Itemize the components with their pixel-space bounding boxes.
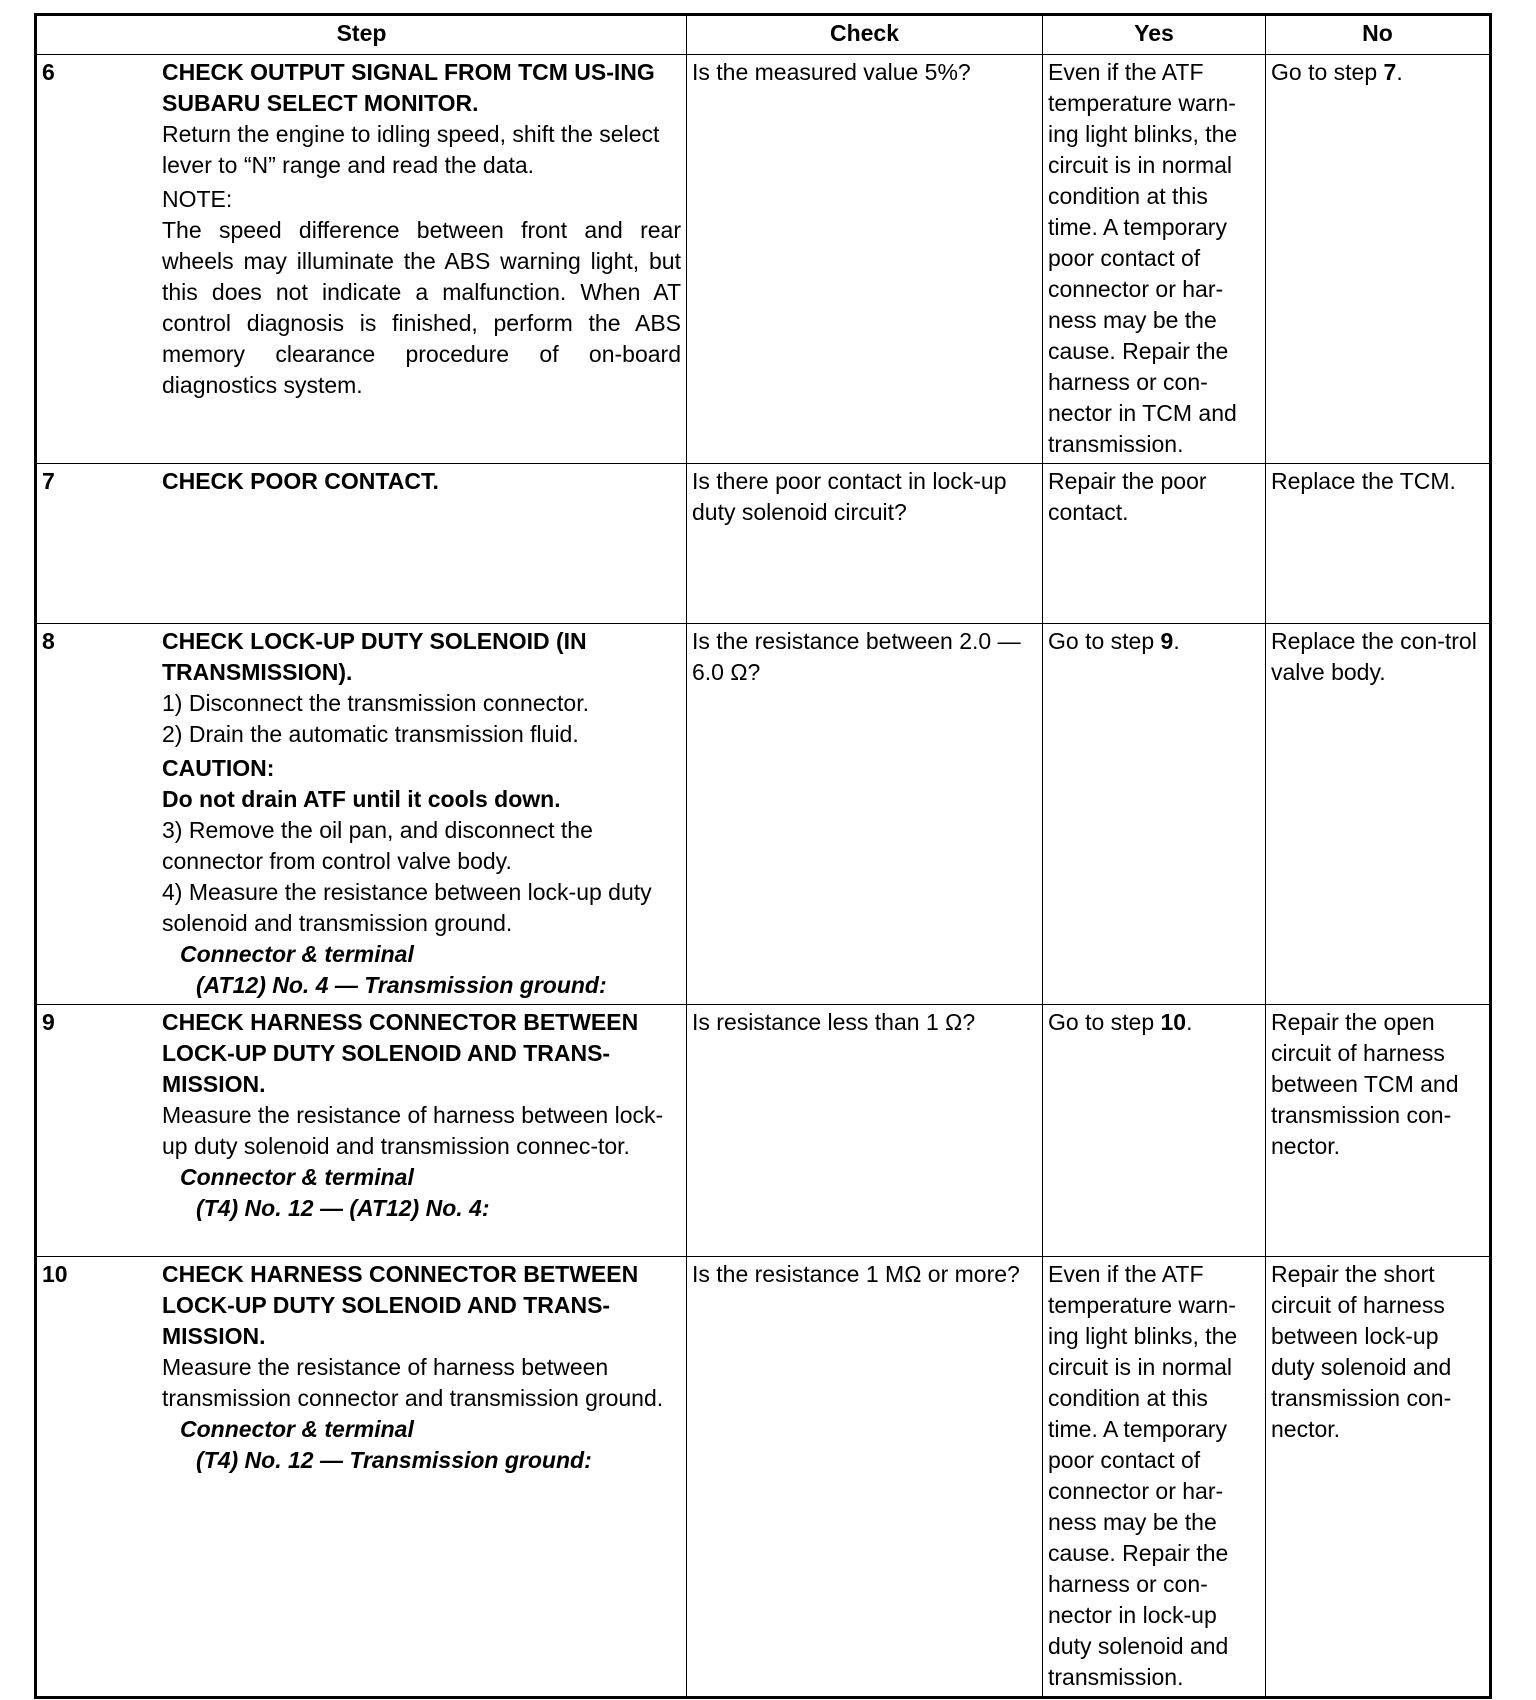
table-row-step-8 — [36, 624, 1491, 1005]
goto-step-number: 9 — [1160, 628, 1174, 654]
step-number: 9 — [42, 1009, 55, 1035]
check-cell: Is the resistance between 2.0 — 6.0 Ω? — [687, 624, 1043, 1005]
no-suffix: . — [1396, 59, 1403, 85]
step-instruction: Measure the resistance of harness between transmission connector and transmission ground. — [162, 1354, 664, 1411]
yes-cell: Repair the poor contact. — [1043, 464, 1266, 624]
step-number: 10 — [42, 1261, 68, 1287]
table-row-step-6 — [36, 55, 1491, 464]
header-no: No — [1266, 15, 1491, 55]
note-label: NOTE: — [162, 186, 233, 212]
no-cell — [1266, 55, 1491, 464]
diagnostic-table — [34, 13, 1492, 1699]
check-cell: Is resistance less than 1 Ω? — [687, 1005, 1043, 1257]
connector-label: Connector & terminal — [180, 1164, 414, 1190]
step-cell — [36, 55, 687, 464]
no-cell: Repair the open circuit of harness between TCM and transmission con-nector. — [1266, 1005, 1491, 1257]
yes-cell — [1043, 624, 1266, 1005]
no-cell: Repair the short circuit of harness between lock-up duty solenoid and transmission con-nector. — [1266, 1257, 1491, 1698]
yes-cell — [1043, 1005, 1266, 1257]
step-number: 8 — [42, 628, 55, 654]
header-step: Step — [36, 15, 687, 55]
step-title: CHECK LOCK-UP DUTY SOLENOID (IN TRANSMISSION). — [162, 628, 587, 685]
goto-step-number: 10 — [1160, 1009, 1187, 1035]
connector-terminal: (AT12) No. 4 — Transmission ground: — [196, 972, 607, 998]
check-cell: Is the resistance 1 MΩ or more? — [687, 1257, 1043, 1698]
header-row — [36, 15, 1491, 55]
yes-suffix: . — [1186, 1009, 1193, 1035]
step-cell — [36, 624, 687, 1005]
yes-cell: Even if the ATF temperature warn-ing light blinks, the circuit is in normal condition at this time. A temporary poor contact of connector or har-ness may be the cause. Repair the harness or con-nector in lock-up duty solenoid and transmission. — [1043, 1257, 1266, 1698]
note-text: The speed difference between front and rear wheels may illuminate the ABS warning light, but this does not indicate a malfunction. When AT control diagnosis is finished, perform the ABS memory clearance procedure of on-board diagnostics system. — [162, 217, 681, 398]
step-cell — [36, 464, 687, 624]
connector-label: Connector & terminal — [180, 941, 414, 967]
yes-text: Go to step — [1048, 628, 1161, 654]
table-row-step-10 — [36, 1257, 1491, 1698]
yes-text: Go to step — [1048, 1009, 1161, 1035]
step-title: CHECK HARNESS CONNECTOR BETWEEN LOCK-UP DUTY SOLENOID AND TRANS-MISSION. — [162, 1009, 639, 1097]
step-title: CHECK HARNESS CONNECTOR BETWEEN LOCK-UP DUTY SOLENOID AND TRANS-MISSION. — [162, 1261, 639, 1349]
caution-text: Do not drain ATF until it cools down. — [162, 786, 561, 812]
step-number: 7 — [42, 468, 55, 494]
check-cell: Is the measured value 5%? — [687, 55, 1043, 464]
no-cell: Replace the con-trol valve body. — [1266, 624, 1491, 1005]
connector-label: Connector & terminal — [180, 1416, 414, 1442]
procedure-item: 3) Remove the oil pan, and disconnect the connector from control valve body. — [162, 817, 593, 874]
header-check: Check — [687, 15, 1043, 55]
goto-step-number: 7 — [1383, 59, 1397, 85]
step-title: CHECK POOR CONTACT. — [162, 468, 439, 494]
yes-suffix: . — [1173, 628, 1180, 654]
procedure-item: 2) Drain the automatic transmission fluid. — [162, 721, 579, 747]
yes-cell: Even if the ATF temperature warn-ing light blinks, the circuit is in normal condition at this time. A temporary poor contact of connector or har-ness may be the cause. Repair the harness or con-nector in TCM and transmission. — [1043, 55, 1266, 464]
no-cell: Replace the TCM. — [1266, 464, 1491, 624]
connector-terminal: (T4) No. 12 — (AT12) No. 4: — [196, 1195, 490, 1221]
step-title: CHECK OUTPUT SIGNAL FROM TCM US-ING SUBARU SELECT MONITOR. — [162, 59, 655, 116]
step-instruction: Return the engine to idling speed, shift the select lever to “N” range and read the data. — [162, 121, 660, 178]
table-row-step-9 — [36, 1005, 1491, 1257]
step-instruction: Measure the resistance of harness between lock-up duty solenoid and transmission connec-tor. — [162, 1102, 664, 1159]
step-cell — [36, 1257, 687, 1698]
table-row-step-7 — [36, 464, 1491, 624]
step-cell — [36, 1005, 687, 1257]
caution-label: CAUTION: — [162, 755, 275, 781]
step-number: 6 — [42, 59, 55, 85]
check-cell: Is there poor contact in lock-up duty solenoid circuit? — [687, 464, 1043, 624]
connector-terminal: (T4) No. 12 — Transmission ground: — [196, 1447, 592, 1473]
procedure-item: 1) Disconnect the transmission connector. — [162, 690, 589, 716]
procedure-item: 4) Measure the resistance between lock-up duty solenoid and transmission ground. — [162, 879, 652, 936]
header-yes: Yes — [1043, 15, 1266, 55]
no-text: Go to step — [1271, 59, 1384, 85]
